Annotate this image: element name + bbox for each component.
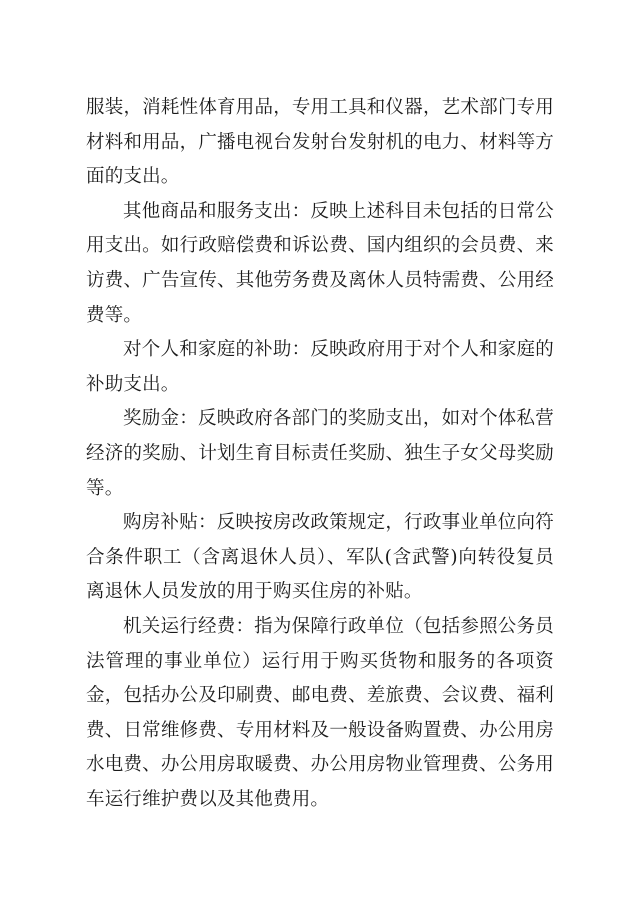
- paragraph-operating-funds: 机关运行经费：指为保障行政单位（包括参照公务员法管理的事业单位）运行用于购买货物和服务的各项资金，包括办公及印刷费、邮电费、差旅费、会议费、福利费、日常维修费、专用材料及一般设备购置费、办公用房水电费、办公用房取暖费、办公用房物业管理费、公务用车运行维护费以及其他费用。: [86, 615, 554, 810]
- paragraph-continuation: 服装，消耗性体育用品，专用工具和仪器，艺术部门专用材料和用品，广播电视台发射台发射机的电力、材料等方面的支出。: [86, 97, 554, 188]
- paragraph-housing-subsidy: 购房补贴：反映按房改政策规定，行政事业单位向符合条件职工（含离退休人员）、军队(含武警)向转役复员离退休人员发放的用于购买住房的补贴。: [86, 512, 554, 603]
- paragraph-other-goods-services: 其他商品和服务支出：反映上述科目未包括的日常公用支出。如行政赔偿费和诉讼费、国内组织的会员费、来访费、广告宣传、其他劳务费及离休人员特需费、公用经费等。: [86, 200, 554, 326]
- paragraph-subsidies-individuals: 对个人和家庭的补助：反映政府用于对个人和家庭的补助支出。: [86, 339, 554, 395]
- document-body: [86, 91, 554, 817]
- paragraph-rewards: 奖励金：反映政府各部门的奖励支出，如对个体私营经济的奖励、计划生育目标责任奖励、独生子女父母奖励等。: [86, 408, 554, 499]
